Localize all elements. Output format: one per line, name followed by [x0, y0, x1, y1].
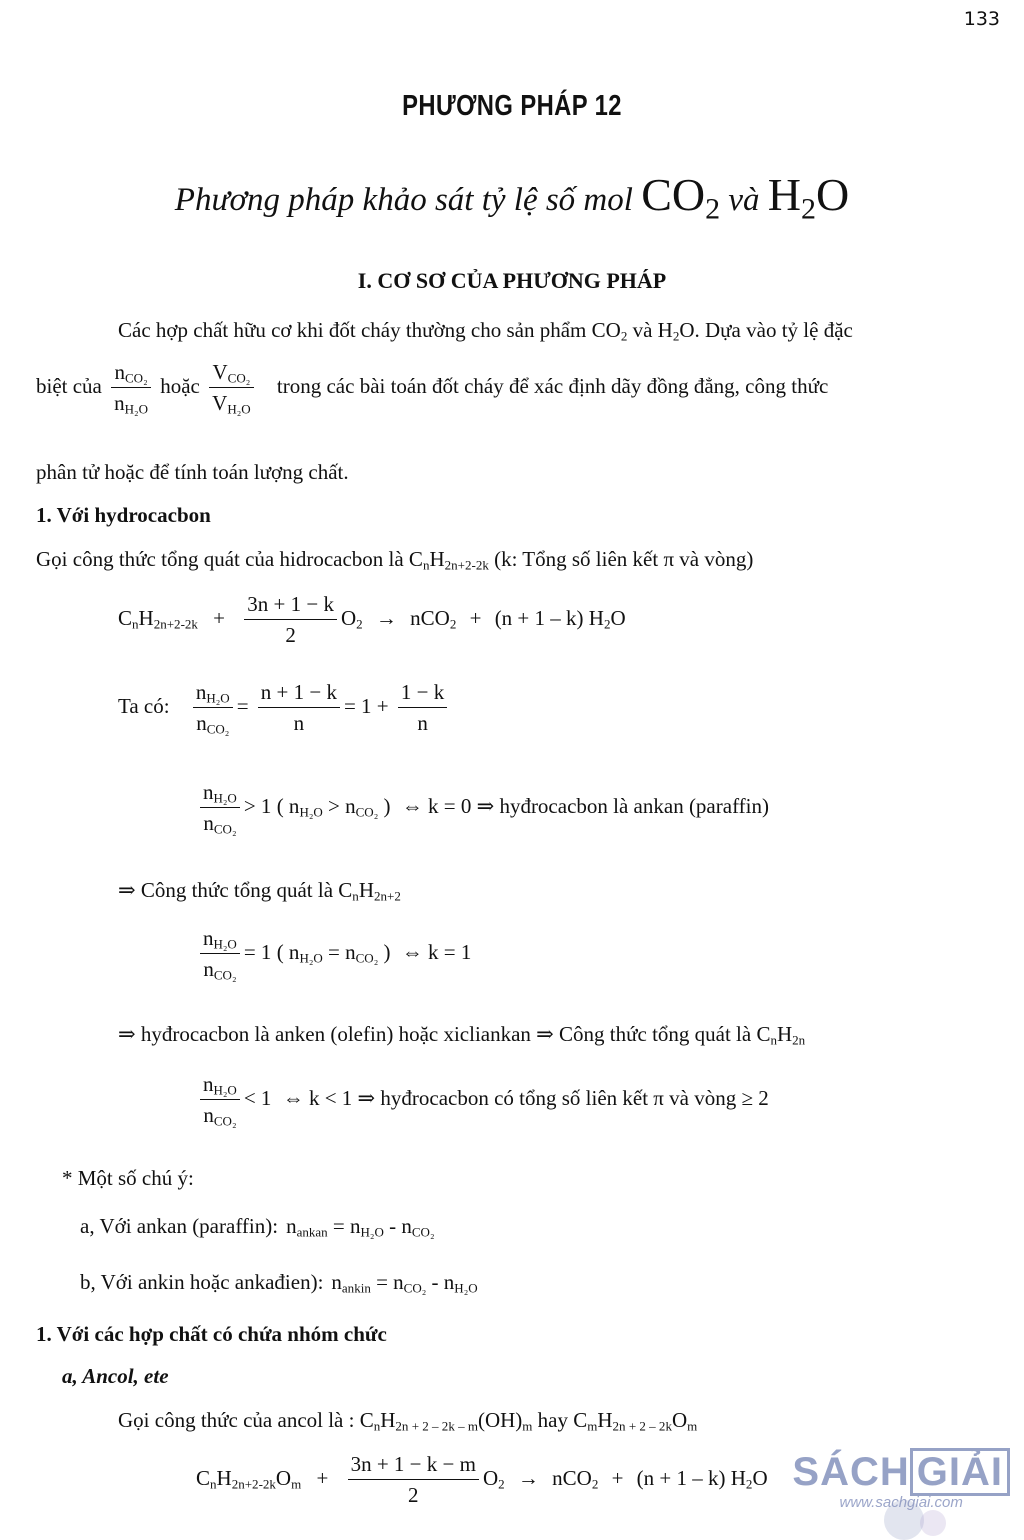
watermark-url: www.sachgiai.com: [839, 1494, 963, 1511]
intro-line-2: biệt của $\frac{n_{CO_2}}{n_{H_2O}}$ hoặc $\frac{V_{CO_2}}{V_{H_2O}}$ trong các bài toán đốt cháy để xác định dãy đồng đẳng, công thức: [36, 360, 829, 417]
general-formula-line: Gọi công thức tổng quát của hidrocacbon là $C_nH_{2n+2-2k}$ (k: Tổng số liên kết π và vòng): [36, 547, 754, 573]
combustion-equation-2: $C_nH_{2n+2-2k}O_m$ + $\frac{3n + 1 - k - m}{2}$ $O_2 \to nCO_2 + (n + 1 - k)$ $H_2O$: [196, 1452, 768, 1507]
section-heading: I. CƠ SƠ CỦA PHƯƠNG PHÁP: [357, 268, 667, 293]
page-number: 133: [963, 8, 1000, 30]
subsection-alcohol: a, Ancol, ete: [62, 1364, 169, 1388]
subtitle: [0, 168, 1024, 226]
alcohol-formula-line: Gọi công thức của ancol là : $C_nH_{2n + 2 - 2k - m}(OH)_m$ hay $C_mH_{2n + 2 - 2k}O_m$: [118, 1408, 698, 1434]
case-ankan-result: ⇒ Công thức tổng quát là $C_nH_{2n+2}$: [118, 878, 401, 904]
subsection-hydrocarbon: 1. Với hydrocacbon: [36, 503, 211, 527]
watermark-decoration: [920, 1510, 946, 1536]
case-anken: $\frac{n_{H_2O}}{n_{CO_2}}$ = 1 ( $n_{H_2O} = n_{CO_2}$ ) ⇔ k = 1: [196, 926, 471, 982]
note-ankin: b, Với ankin hoặc ankađien): $n_{ankin} = n_{CO_2} - n_{H_2O}$: [80, 1270, 478, 1296]
subtitle-prefix: Phương pháp khảo sát tỷ lệ số mol: [174, 182, 633, 218]
subtitle-conj: và: [728, 182, 760, 218]
intro-line-3: phân tử hoặc để tính toán lượng chất.: [36, 460, 349, 484]
ratio-expression: Ta có: $\frac{n_{H_2O}}{n_{CO_2}}$ = $\frac{n + 1 - k}{n}$ = 1 + $\frac{1 - k}{n}$: [118, 680, 451, 736]
case-ankan: $\frac{n_{H_2O}}{n_{CO_2}}$ > 1 ( $n_{H_2O} > n_{CO_2}$ ) ⇔ k = 0 ⇒ hyđrocacbon là ankan (paraffin): [196, 780, 769, 836]
subtitle-h2o: $H_2O$: [767, 169, 850, 226]
subsection-functional: 1. Với các hợp chất có chứa nhóm chức: [36, 1322, 387, 1346]
watermark: [792, 1448, 1010, 1511]
ratio-v-fraction: $\frac{V_{CO_2}}{V_{H_2O}}$: [209, 360, 254, 416]
combustion-equation-1: $C_nH_{2n+2-2k}$ + $\frac{3n + 1 - k}{2}$ $O_2 \to nCO_2 + (n + 1 - k)$ $H_2O$: [118, 592, 626, 647]
ratio-n-fraction: $\frac{n_{CO_2}}{n_{H_2O}}$: [111, 360, 151, 416]
notes-title: * Một số chú ý:: [62, 1166, 194, 1190]
case-other: $\frac{n_{H_2O}}{n_{CO_2}}$ < 1 ⇔ k < 1 ⇒ hyđrocacbon có tổng số liên kết π và vòng ≥ 2: [196, 1072, 769, 1128]
intro-line-1: Các hợp chất hữu cơ khi đốt cháy thường cho sản phẩm $CO_2$ và $H_2O$. Dựa vào tỷ lệ đặc: [118, 318, 853, 344]
method-title: PHƯƠNG PHÁP 12: [402, 90, 622, 122]
case-anken-result: ⇒ hyđrocacbon là anken (olefin) hoặc xicliankan ⇒ Công thức tổng quát là $C_nH_{2n}$: [118, 1022, 806, 1048]
watermark-logo: SÁCH GIẢI: [792, 1448, 1010, 1496]
subtitle-co2: $CO_2$: [641, 169, 721, 226]
note-ankan: a, Với ankan (paraffin): $n_{ankan} = n_{H_2O} - n_{CO_2}$: [80, 1214, 435, 1240]
